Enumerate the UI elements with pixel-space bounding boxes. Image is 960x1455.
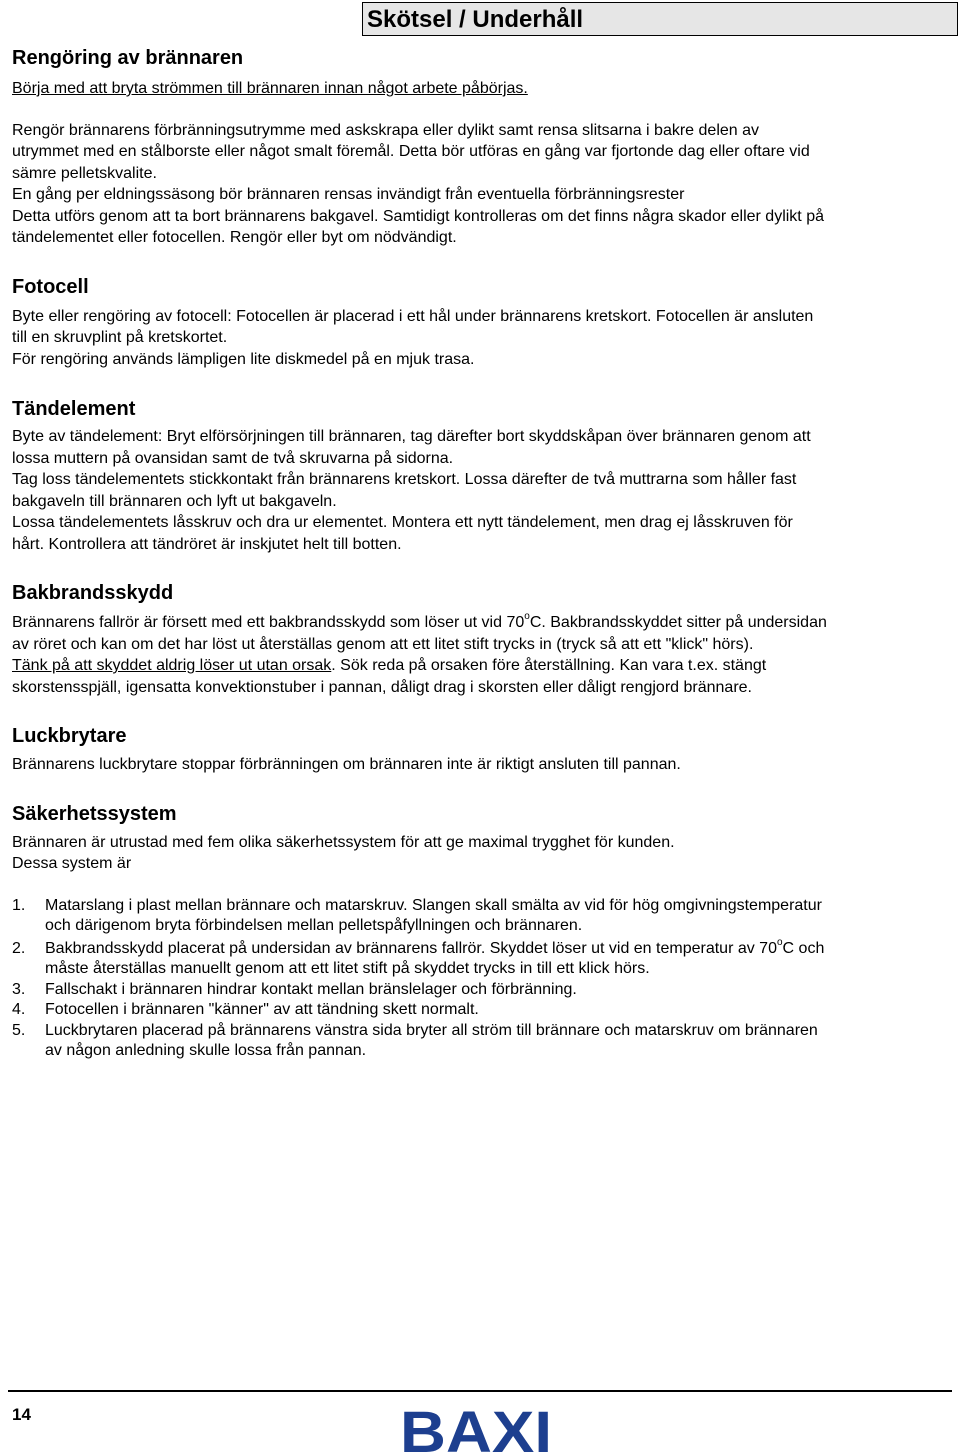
document-body bbox=[12, 46, 948, 1062]
text-span: C och bbox=[782, 939, 825, 957]
paragraph-line: Brännaren är utrustad med fem olika säkerhetssystem för att ge maximal trygghet för kunden. bbox=[12, 833, 675, 851]
heading-sakerhetssystem: Säkerhetssystem bbox=[12, 802, 177, 825]
page-title: Skötsel / Underhåll bbox=[367, 6, 584, 33]
list-number: 5. bbox=[12, 1021, 26, 1039]
list-text: måste återställas manuellt genom att ett litet stift på skyddet trycks in till ett klick hörs. bbox=[45, 960, 650, 977]
list-text: Fallschakt i brännaren hindrar kontakt mellan bränslelager och förbränning. bbox=[45, 980, 577, 998]
paragraph-line: Dessa system är bbox=[12, 855, 132, 872]
paragraph-line: till en skruvplint på kretskortet. bbox=[12, 329, 228, 346]
list-item bbox=[12, 896, 948, 937]
list-item bbox=[12, 936, 948, 980]
heading-tandelement: Tändelement bbox=[12, 398, 136, 420]
paragraph-line: Byte av tändelement: Bryt elförsörjningen till brännaren, tag därefter bort skyddskåpan över brännaren genom att bbox=[12, 428, 811, 445]
heading-fotocell: Fotocell bbox=[12, 275, 89, 298]
heading-bakbrandsskydd: Bakbrandsskydd bbox=[12, 582, 174, 604]
paragraph-line: Byte eller rengöring av fotocell: Fotocellen är placerad i ett hål under brännarens kretskort. Fotocellen är ansluten bbox=[12, 307, 814, 325]
list-text: Fotocellen i brännaren "känner" av att tändning skett normalt. bbox=[45, 1001, 479, 1018]
heading-luckbrytare: Luckbrytare bbox=[12, 725, 127, 747]
safety-list bbox=[12, 896, 948, 1062]
list-number: 1. bbox=[12, 896, 26, 914]
list-text: Matarslang i plast mellan brännare och matarskruv. Slangen skall smälta av vid för hög omgivningstemperatur bbox=[45, 896, 822, 914]
paragraph-line: För rengöring används lämpligen lite diskmedel på en mjuk trasa. bbox=[12, 350, 475, 368]
paragraph-line: bakgaveln till brännaren och lyft ut bakgaveln. bbox=[12, 492, 337, 510]
list-text bbox=[45, 936, 948, 960]
list-text: Luckbrytaren placerad på brännarens vänstra sida bryter all ström till brännare och matarskruv om brännaren bbox=[45, 1021, 818, 1039]
list-text: av någon anledning skulle lossa från pannan. bbox=[45, 1042, 367, 1059]
underlined-warning: Tänk på att skyddet aldrig löser ut utan orsak bbox=[12, 657, 332, 674]
footer-divider bbox=[8, 1390, 952, 1392]
paragraph-line: tändelementet eller fotocellen. Rengör eller byt om nödvändigt. bbox=[12, 229, 457, 246]
paragraph-line: hårt. Kontrollera att tändröret är inskjutet helt till botten. bbox=[12, 535, 402, 553]
paragraph-line: lossa muttern på ovansidan samt de två skruvarna på sidorna. bbox=[12, 449, 454, 467]
text-span: . Sök reda på orsaken före återställning. Kan vara t.ex. stängt bbox=[331, 657, 767, 674]
section-header-box bbox=[362, 2, 958, 36]
warning-line: Börja med att bryta strömmen till brännaren innan något arbete påbörjas. bbox=[12, 80, 528, 97]
paragraph-line bbox=[12, 612, 948, 634]
paragraph-line: Rengör brännarens förbränningsutrymme med askskrapa eller dylikt samt rensa slitsarna i bakre delen av bbox=[12, 121, 760, 139]
text-span: Brännarens fallrör är försett med ett bakbrandsskydd som löser ut vid 70 bbox=[12, 614, 525, 631]
list-item bbox=[12, 1000, 948, 1021]
text-span: C. Bakbrandsskyddet sitter på undersidan bbox=[529, 614, 827, 631]
list-item bbox=[12, 980, 948, 1001]
text-span: Bakbrandsskydd placerat på undersidan av brännarens fallrör. Skyddet löser ut vid en temperatur av 70 bbox=[45, 939, 777, 957]
paragraph-line bbox=[12, 655, 948, 677]
heading-rengoring: Rengöring av brännaren bbox=[12, 47, 244, 69]
paragraph-line: En gång per eldningssäsong bör brännaren rensas invändigt från eventuella förbränningsrester bbox=[12, 186, 685, 203]
paragraph-line: Tag loss tändelementets stickkontakt från brännarens kretskort. Lossa därefter de två muttrarna som håller fast bbox=[12, 471, 797, 488]
paragraph-line: utrymmet med en stålborste eller något smalt föremål. Detta bör utföras en gång var fjortonde dag eller oftare vid bbox=[12, 143, 810, 160]
baxi-logo bbox=[399, 1406, 553, 1454]
paragraph-line: Detta utförs genom att ta bort brännarens bakgavel. Samtidigt kontrolleras om det finns några skador eller dylikt på bbox=[12, 207, 824, 225]
page-number: 14 bbox=[12, 1405, 31, 1424]
list-number: 4. bbox=[12, 1001, 26, 1018]
paragraph-line: av röret och kan om det har löst ut återställas genom att ett litet stift trycks in (tryck så att ett "klick" hörs). bbox=[12, 635, 754, 653]
paragraph-line: Brännarens luckbrytare stoppar förbränningen om brännaren inte är riktigt ansluten till pannan. bbox=[12, 756, 681, 773]
list-number: 2. bbox=[12, 939, 26, 957]
paragraph-line: sämre pelletskvalite. bbox=[12, 164, 157, 182]
list-number: 3. bbox=[12, 980, 26, 998]
logo-wordmark: BAXI bbox=[400, 1406, 552, 1454]
degree-symbol: o bbox=[524, 611, 530, 622]
paragraph-line: skorstensspjäll, igensatta konvektionstuber i pannan, dåligt drag i skorsten eller dåligt rengjord brännare. bbox=[12, 678, 752, 696]
list-text: och därigenom bryta förbindelsen mellan pelletspåfyllningen och brännaren. bbox=[45, 917, 583, 934]
list-item bbox=[12, 1021, 948, 1062]
degree-symbol: o bbox=[776, 936, 783, 948]
paragraph-line: Lossa tändelementets låsskruv och dra ur elementet. Montera ett nytt tändelement, men drag ej låsskruven för bbox=[12, 514, 793, 531]
